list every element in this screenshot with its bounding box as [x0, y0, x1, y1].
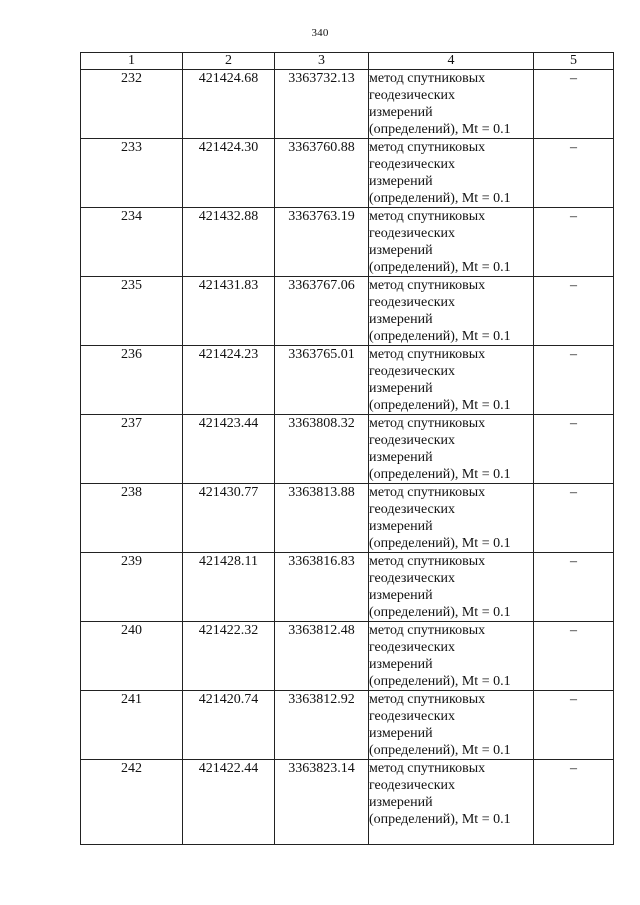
method-line: (определений), Mt = 0.1	[369, 536, 511, 551]
method-line: измерений	[369, 726, 433, 741]
method-line: метод спутниковых	[369, 692, 486, 707]
method-line: (определений), Mt = 0.1	[369, 398, 511, 413]
method-cell	[369, 553, 534, 622]
y-coordinate-cell: 3363808.32	[275, 415, 369, 484]
method-line: (определений), Mt = 0.1	[369, 329, 511, 344]
method-line: (определений), Mt = 0.1	[369, 467, 511, 482]
x-coordinate-cell: 421420.74	[183, 691, 275, 760]
column-header-5: 5	[534, 53, 614, 70]
note-cell: –	[534, 277, 614, 346]
note-cell: –	[534, 70, 614, 139]
method-line: измерений	[369, 174, 433, 189]
method-line: метод спутниковых	[369, 554, 486, 569]
x-coordinate-cell: 421424.23	[183, 346, 275, 415]
note-cell: –	[534, 415, 614, 484]
method-cell	[369, 208, 534, 277]
note-cell: –	[534, 622, 614, 691]
point-number-cell: 233	[81, 139, 183, 208]
note-cell: –	[534, 346, 614, 415]
method-line: метод спутниковых	[369, 209, 486, 224]
method-line: геодезических	[369, 502, 456, 517]
point-number-cell: 234	[81, 208, 183, 277]
column-header-4: 4	[369, 53, 534, 70]
y-coordinate-cell: 3363812.92	[275, 691, 369, 760]
y-coordinate-cell: 3363767.06	[275, 277, 369, 346]
method-line: геодезических	[369, 88, 456, 103]
method-cell	[369, 277, 534, 346]
column-header-3: 3	[275, 53, 369, 70]
coordinates-table	[80, 52, 614, 845]
note-cell: –	[534, 208, 614, 277]
method-line: (определений), Mt = 0.1	[369, 674, 511, 689]
column-header-2: 2	[183, 53, 275, 70]
method-line: измерений	[369, 795, 433, 810]
y-coordinate-cell: 3363763.19	[275, 208, 369, 277]
y-coordinate-cell: 3363812.48	[275, 622, 369, 691]
point-number-cell: 237	[81, 415, 183, 484]
table-row	[81, 691, 614, 760]
point-number-cell: 241	[81, 691, 183, 760]
method-line: геодезических	[369, 433, 456, 448]
method-cell	[369, 691, 534, 760]
method-cell	[369, 415, 534, 484]
method-line: измерений	[369, 381, 433, 396]
y-coordinate-cell: 3363816.83	[275, 553, 369, 622]
method-line: (определений), Mt = 0.1	[369, 812, 511, 827]
method-line: (определений), Mt = 0.1	[369, 605, 511, 620]
x-coordinate-cell: 421430.77	[183, 484, 275, 553]
note-cell: –	[534, 760, 614, 845]
method-line: (определений), Mt = 0.1	[369, 743, 511, 758]
method-line: измерений	[369, 657, 433, 672]
y-coordinate-cell: 3363760.88	[275, 139, 369, 208]
table-row	[81, 760, 614, 845]
method-line: измерений	[369, 243, 433, 258]
method-line: геодезических	[369, 295, 456, 310]
y-coordinate-cell: 3363732.13	[275, 70, 369, 139]
table-row	[81, 208, 614, 277]
table-header-row	[81, 53, 614, 70]
y-coordinate-cell: 3363813.88	[275, 484, 369, 553]
method-line: измерений	[369, 519, 433, 534]
method-cell	[369, 622, 534, 691]
method-line: геодезических	[369, 640, 456, 655]
table-row	[81, 553, 614, 622]
method-line: измерений	[369, 105, 433, 120]
method-line: геодезических	[369, 571, 456, 586]
table-row	[81, 277, 614, 346]
note-cell: –	[534, 553, 614, 622]
method-line: геодезических	[369, 226, 456, 241]
point-number-cell: 236	[81, 346, 183, 415]
method-cell	[369, 484, 534, 553]
method-line: метод спутниковых	[369, 485, 486, 500]
method-line: метод спутниковых	[369, 71, 486, 86]
x-coordinate-cell: 421431.83	[183, 277, 275, 346]
method-line: (определений), Mt = 0.1	[369, 191, 511, 206]
method-line: метод спутниковых	[369, 623, 486, 638]
x-coordinate-cell: 421422.44	[183, 760, 275, 845]
point-number-cell: 239	[81, 553, 183, 622]
x-coordinate-cell: 421424.68	[183, 70, 275, 139]
method-line: геодезических	[369, 778, 456, 793]
method-line: метод спутниковых	[369, 140, 486, 155]
method-cell	[369, 70, 534, 139]
y-coordinate-cell: 3363765.01	[275, 346, 369, 415]
method-line: метод спутниковых	[369, 416, 486, 431]
method-line: измерений	[369, 450, 433, 465]
x-coordinate-cell: 421423.44	[183, 415, 275, 484]
method-line: метод спутниковых	[369, 278, 486, 293]
y-coordinate-cell: 3363823.14	[275, 760, 369, 845]
method-line: метод спутниковых	[369, 761, 486, 776]
table-row	[81, 70, 614, 139]
x-coordinate-cell: 421432.88	[183, 208, 275, 277]
x-coordinate-cell: 421424.30	[183, 139, 275, 208]
x-coordinate-cell: 421422.32	[183, 622, 275, 691]
table-row	[81, 415, 614, 484]
method-cell	[369, 346, 534, 415]
method-cell	[369, 139, 534, 208]
x-coordinate-cell: 421428.11	[183, 553, 275, 622]
point-number-cell: 240	[81, 622, 183, 691]
method-line: геодезических	[369, 364, 456, 379]
method-line: (определений), Mt = 0.1	[369, 260, 511, 275]
page-number: 340	[311, 27, 329, 39]
point-number-cell: 238	[81, 484, 183, 553]
table-body	[81, 70, 614, 845]
table-row	[81, 139, 614, 208]
point-number-cell: 232	[81, 70, 183, 139]
table-row	[81, 484, 614, 553]
point-number-cell: 235	[81, 277, 183, 346]
method-line: геодезических	[369, 709, 456, 724]
note-cell: –	[534, 691, 614, 760]
method-line: геодезических	[369, 157, 456, 172]
point-number-cell: 242	[81, 760, 183, 845]
method-cell	[369, 760, 534, 845]
method-line: измерений	[369, 588, 433, 603]
note-cell: –	[534, 484, 614, 553]
table-row	[81, 622, 614, 691]
note-cell: –	[534, 139, 614, 208]
method-line: измерений	[369, 312, 433, 327]
method-line: (определений), Mt = 0.1	[369, 122, 511, 137]
table-row	[81, 346, 614, 415]
column-header-1: 1	[81, 53, 183, 70]
method-line: метод спутниковых	[369, 347, 486, 362]
